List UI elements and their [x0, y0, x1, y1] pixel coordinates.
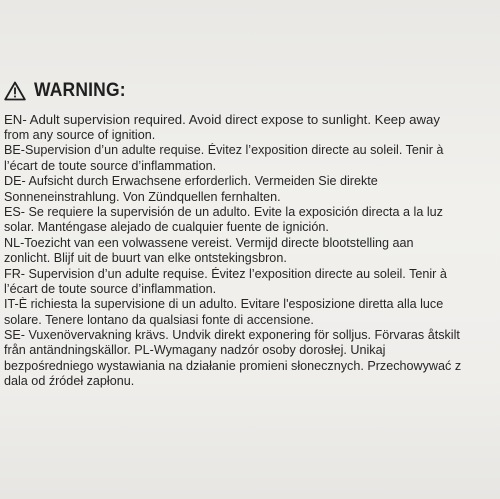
warning-line: DE- Aufsicht durch Erwachsene erforderlich. Vermeiden Sie direkte	[4, 174, 378, 189]
warning-line: zonlicht. Blijf uit de buurt van elke ontstekingsbron.	[4, 251, 287, 266]
warning-line: l’écart de toute source d’inflammation.	[4, 158, 217, 173]
warning-header	[4, 80, 134, 102]
warning-line: l’écart de toute source d’inflammation.	[4, 281, 217, 296]
warning-line: solar. Manténgase alejado de cualquier fuente de ignición.	[4, 220, 329, 235]
warning-line: Sonneneinstrahlung. Von Zündquellen fernhalten.	[4, 189, 281, 204]
warning-title: WARNING:	[34, 80, 126, 101]
warning-line: FR- Supervision d’un adulte requise. Évitez l’exposition directe au soleil. Tenir à	[4, 266, 447, 281]
warning-line: EN- Adult supervision required. Avoid direct expose to sunlight. Keep away	[4, 112, 440, 127]
warning-line: from any source of ignition.	[4, 128, 156, 142]
warning-line: SE- Vuxenövervakning krävs. Undvik direkt exponering för solljus. Förvaras åtskilt	[4, 328, 460, 343]
warning-line: IT-È richiesta la supervisione di un adulto. Evitare l'esposizione diretta alla luce	[4, 297, 444, 312]
warning-line: från antändningskällor. PL-Wymagany nadzór osoby dorosłej. Unikaj	[4, 343, 386, 358]
warning-line: ES- Se requiere la supervisión de un adulto. Evite la exposición directa a la luz	[4, 204, 443, 219]
warning-line: dala od źródeł zapłonu.	[4, 374, 135, 389]
warning-line: bezpośredniego wystawiania na działanie promieni słonecznych. Przechowywać z	[4, 358, 462, 373]
warning-line: solare. Tenere lontano da qualsiasi fonte di accensione.	[4, 312, 314, 327]
warning-line: NL-Toezicht van een volwassene vereist. Vermijd directe blootstelling aan	[4, 235, 414, 250]
warning-text	[4, 112, 500, 390]
warning-triangle-icon	[4, 81, 26, 101]
warning-line: BE-Supervision d’un adulte requise. Évitez l’exposition directe au soleil. Tenir à	[4, 143, 444, 158]
